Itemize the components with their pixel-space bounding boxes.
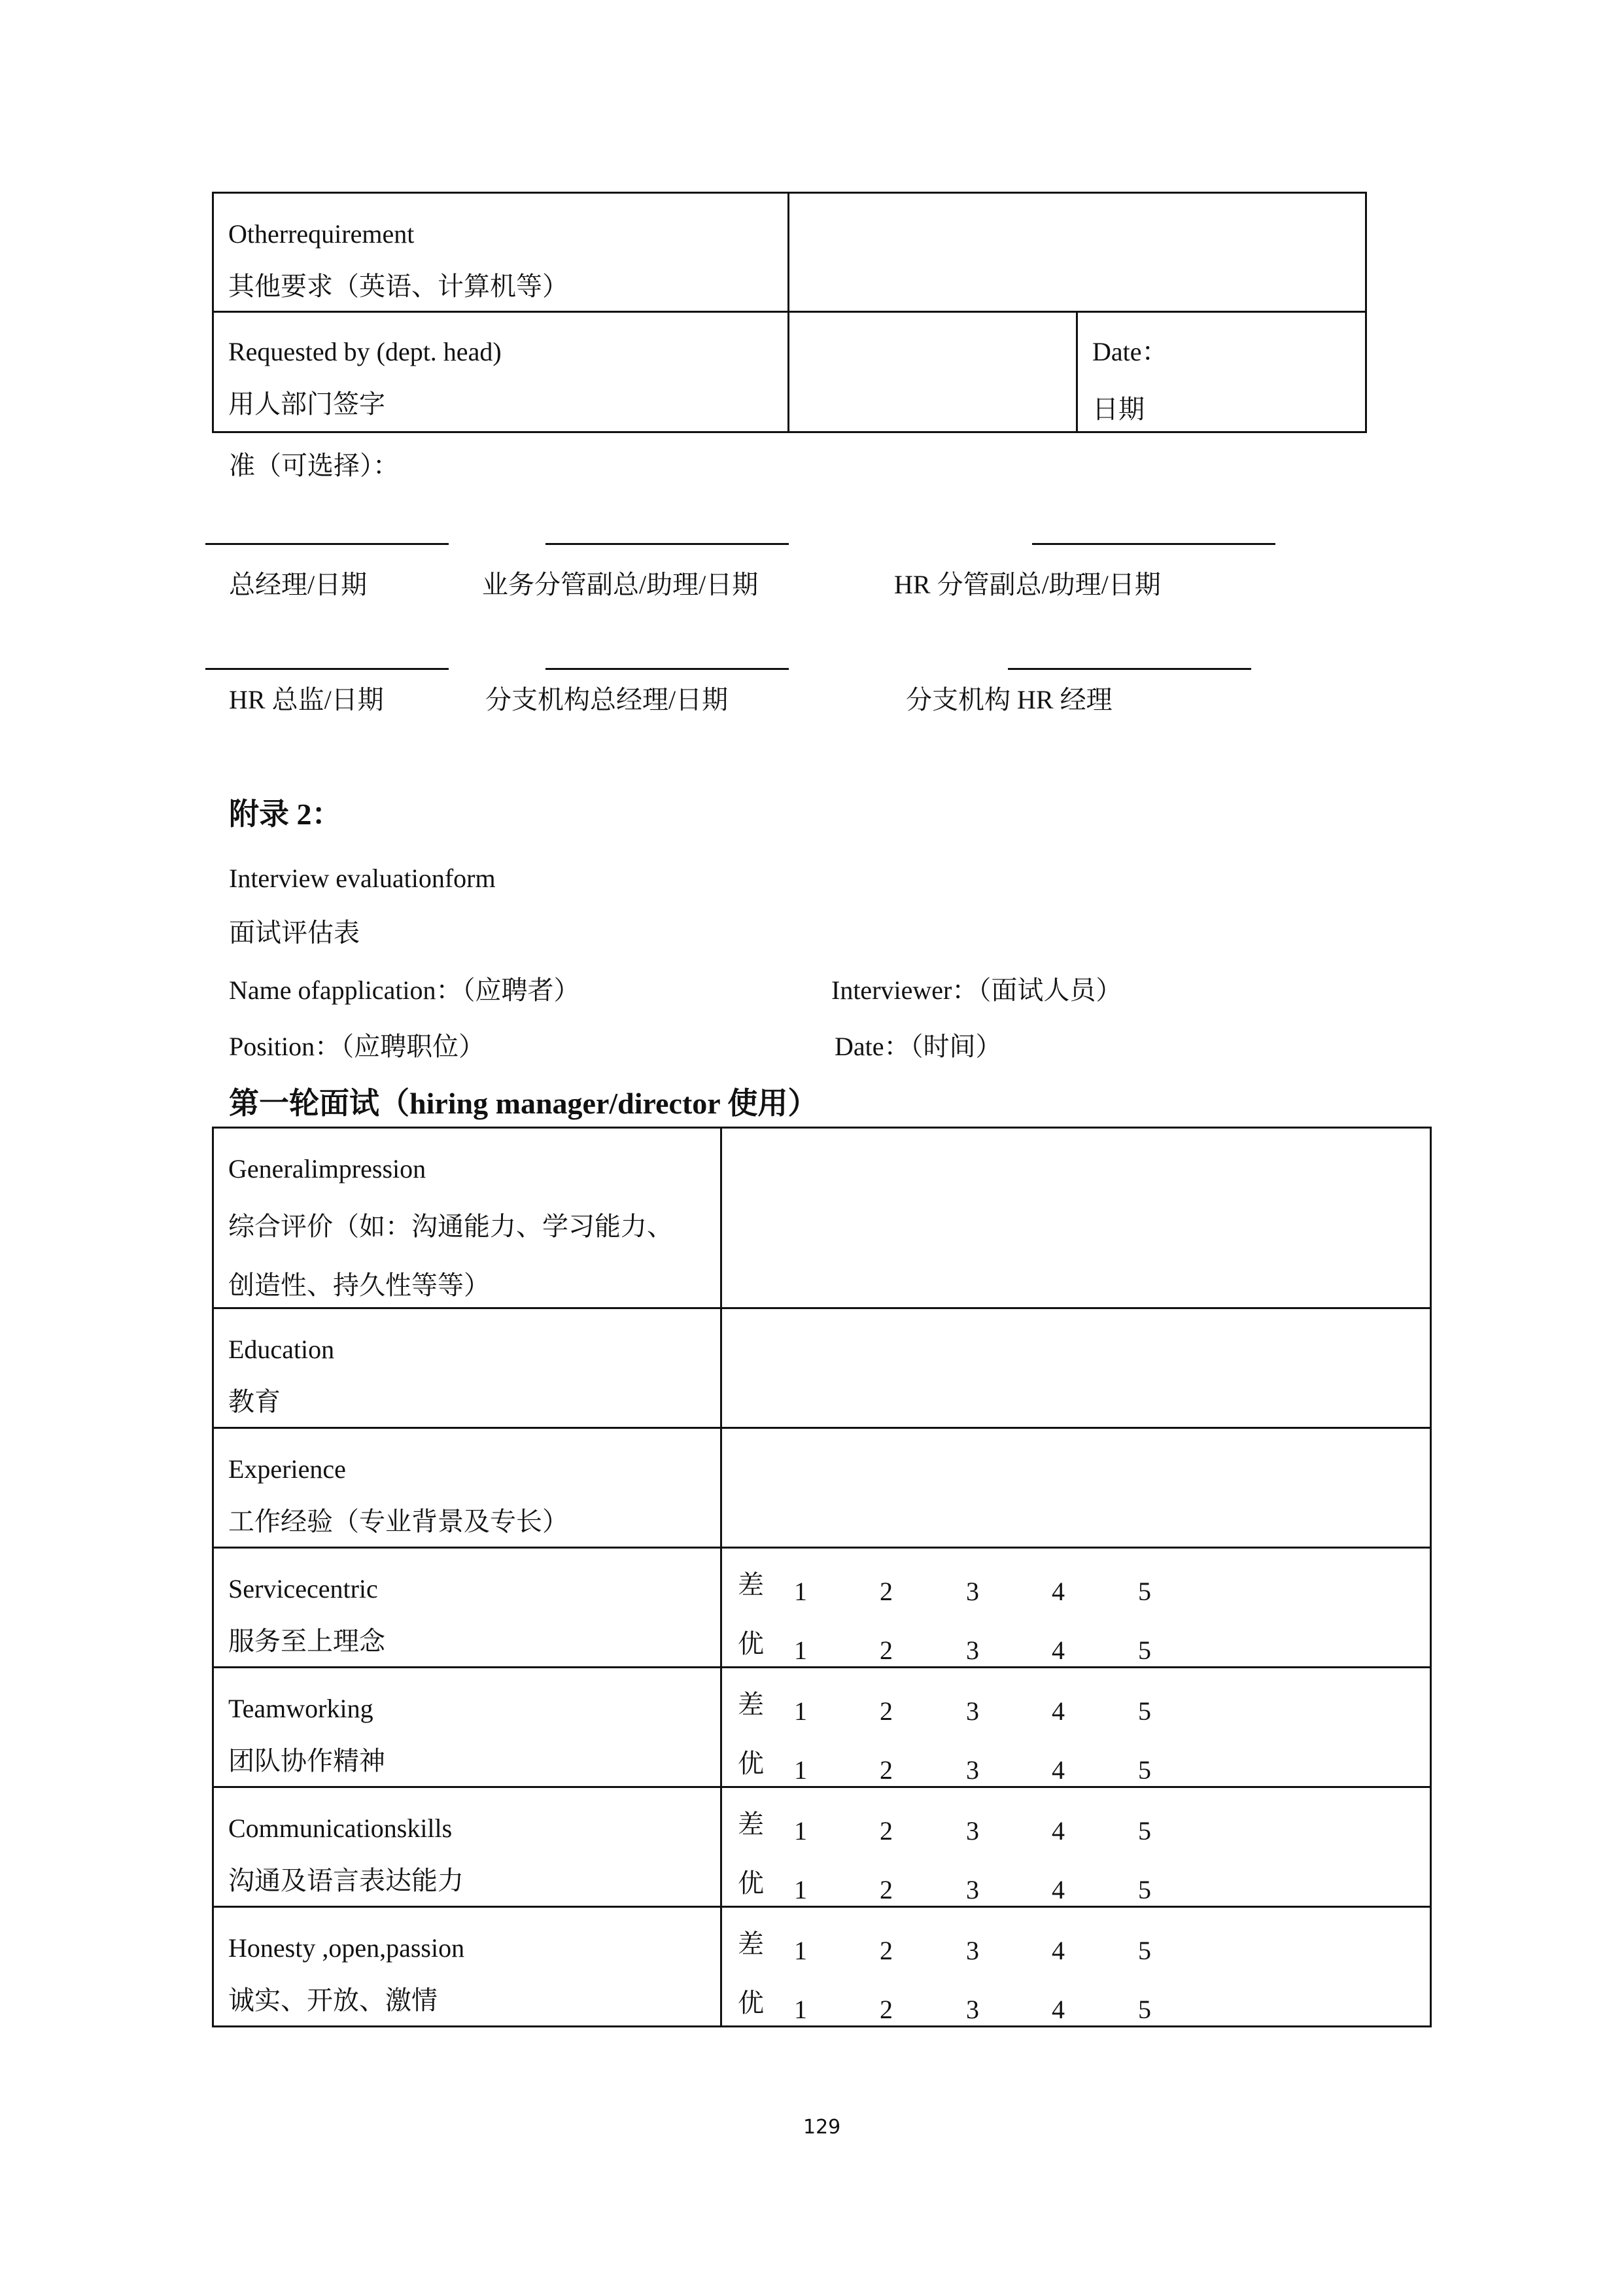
criterion-label-en: Servicecentric <box>228 1574 378 1603</box>
score-option-5[interactable]: 5 <box>1138 1816 1151 1846</box>
signature-label-branch-hr: 分支机构 HR 经理 <box>906 685 1113 714</box>
score-option-5[interactable]: 5 <box>1138 1696 1151 1726</box>
requested-by-label-cell <box>213 312 789 432</box>
evaluation-input-cell[interactable] <box>721 1128 1431 1308</box>
scale-excellent-label: 优 <box>738 1749 764 1778</box>
score-option-4[interactable]: 4 <box>1052 1636 1065 1665</box>
evaluation-input-cell[interactable] <box>721 1428 1431 1548</box>
score-option-5[interactable]: 5 <box>1138 1875 1151 1904</box>
criterion-label-en: Communicationskills <box>228 1813 453 1843</box>
table-row <box>213 1428 1431 1548</box>
scale-excellent-label: 优 <box>738 1868 764 1898</box>
form-title-zh: 面试评估表 <box>229 918 360 947</box>
other-requirement-label-en: Otherrequirement <box>228 219 415 249</box>
date-label-en: Date： <box>1092 337 1168 366</box>
other-requirement-label-cell <box>213 193 789 312</box>
signature-label-branch-gm: 分支机构总经理/日期 <box>485 685 729 714</box>
score-option-1[interactable]: 1 <box>794 1636 807 1665</box>
score-option-3[interactable]: 3 <box>966 1636 979 1665</box>
signature-label-hr-director: HR 总监/日期 <box>229 685 384 714</box>
table-row <box>213 1907 1431 2027</box>
criterion-cell <box>213 1787 721 1907</box>
score-option-4[interactable]: 4 <box>1052 1995 1065 2024</box>
signature-line-gm[interactable] <box>205 543 449 545</box>
criterion-cell <box>213 1428 721 1548</box>
criterion-label-zh: 工作经验（专业背景及专长） <box>228 1507 568 1536</box>
signature-label-business-vp: 业务分管副总/助理/日期 <box>482 570 759 599</box>
signature-label-gm: 总经理/日期 <box>229 570 368 599</box>
round-one-title: 第一轮面试（hiring manager/director 使用） <box>229 1087 818 1120</box>
criterion-label-zh: 教育 <box>228 1387 281 1416</box>
score-option-3[interactable]: 3 <box>966 1875 979 1904</box>
signature-line-business-vp[interactable] <box>545 543 789 545</box>
date-label-zh: 日期 <box>1092 394 1145 424</box>
criterion-label-zh: 沟通及语言表达能力 <box>228 1866 464 1895</box>
score-option-4[interactable]: 4 <box>1052 1755 1065 1785</box>
score-option-2[interactable]: 2 <box>880 1875 893 1904</box>
score-option-2[interactable]: 2 <box>880 1816 893 1846</box>
requested-by-signature-cell[interactable] <box>789 312 1077 432</box>
score-option-3[interactable]: 3 <box>966 1995 979 2024</box>
interview-date-label: Date：（时间） <box>835 1032 1002 1061</box>
requirement-table <box>212 192 1367 433</box>
criterion-label-zh: 诚实、开放、激情 <box>228 1986 438 2015</box>
criterion-cell <box>213 1668 721 1787</box>
scale-poor-label: 差 <box>738 1690 764 1719</box>
score-option-3[interactable]: 3 <box>966 1936 979 1965</box>
rating-scale-cell[interactable] <box>721 1668 1431 1787</box>
requested-by-label-en: Requested by (dept. head) <box>228 337 502 366</box>
criterion-cell <box>213 1548 721 1668</box>
interviewer-label: Interviewer：（面试人员） <box>831 975 1122 1005</box>
score-option-3[interactable]: 3 <box>966 1696 979 1726</box>
signature-line-branch-hr[interactable] <box>1008 668 1251 670</box>
criterion-cell <box>213 1308 721 1428</box>
score-option-1[interactable]: 1 <box>794 1936 807 1965</box>
score-option-1[interactable]: 1 <box>794 1816 807 1846</box>
evaluation-input-cell[interactable] <box>721 1308 1431 1428</box>
score-option-5[interactable]: 5 <box>1138 1755 1151 1785</box>
score-option-3[interactable]: 3 <box>966 1577 979 1606</box>
table-row <box>213 1787 1431 1907</box>
scale-poor-label: 差 <box>738 1810 764 1839</box>
score-option-1[interactable]: 1 <box>794 1995 807 2024</box>
score-option-2[interactable]: 2 <box>880 1696 893 1726</box>
rating-scale-cell[interactable] <box>721 1548 1431 1668</box>
requested-by-label-zh: 用人部门签字 <box>228 389 385 419</box>
scale-poor-label: 差 <box>738 1570 764 1600</box>
score-option-1[interactable]: 1 <box>794 1875 807 1904</box>
criterion-label-en: Education <box>228 1335 335 1364</box>
score-option-2[interactable]: 2 <box>880 1577 893 1606</box>
table-row <box>213 1548 1431 1668</box>
score-option-2[interactable]: 2 <box>880 1936 893 1965</box>
score-option-4[interactable]: 4 <box>1052 1696 1065 1726</box>
score-option-1[interactable]: 1 <box>794 1577 807 1606</box>
criterion-label-en: Generalimpression <box>228 1154 426 1183</box>
score-option-2[interactable]: 2 <box>880 1755 893 1785</box>
criterion-label-en: Teamworking <box>228 1694 373 1723</box>
score-option-5[interactable]: 5 <box>1138 1995 1151 2024</box>
other-requirement-label-zh: 其他要求（英语、计算机等） <box>228 272 568 301</box>
criterion-label-zh: 综合评价（如：沟通能力、学习能力、 <box>228 1212 673 1241</box>
signature-label-hr-vp: HR 分管副总/助理/日期 <box>894 570 1161 599</box>
criterion-cell <box>213 1907 721 2027</box>
criterion-label-zh: 服务至上理念 <box>228 1626 385 1656</box>
criterion-label-zh: 团队协作精神 <box>228 1746 385 1776</box>
form-title-en: Interview evaluationform <box>229 864 496 893</box>
scale-poor-label: 差 <box>738 1929 764 1959</box>
score-option-4[interactable]: 4 <box>1052 1816 1065 1846</box>
score-option-2[interactable]: 2 <box>880 1636 893 1665</box>
criterion-label-zh-cont: 创造性、持久性等等） <box>228 1270 490 1300</box>
criterion-label-en: Experience <box>228 1454 346 1484</box>
score-option-5[interactable]: 5 <box>1138 1577 1151 1606</box>
score-option-1[interactable]: 1 <box>794 1755 807 1785</box>
page-number: 129 <box>803 2116 841 2139</box>
signature-line-branch-gm[interactable] <box>545 668 789 670</box>
rating-scale-cell[interactable] <box>721 1787 1431 1907</box>
scale-excellent-label: 优 <box>738 1629 764 1658</box>
signature-line-hr-director[interactable] <box>205 668 449 670</box>
score-option-4[interactable]: 4 <box>1052 1577 1065 1606</box>
evaluation-table <box>212 1127 1432 2027</box>
other-requirement-value-cell[interactable] <box>789 193 1366 312</box>
score-option-4[interactable]: 4 <box>1052 1875 1065 1904</box>
score-option-3[interactable]: 3 <box>966 1755 979 1785</box>
criterion-cell <box>213 1128 721 1308</box>
score-option-1[interactable]: 1 <box>794 1696 807 1726</box>
position-label: Position：（应聘职位） <box>229 1032 485 1061</box>
scale-excellent-label: 优 <box>738 1988 764 2018</box>
table-row <box>213 1308 1431 1428</box>
signature-line-hr-vp[interactable] <box>1032 543 1275 545</box>
appendix-title: 附录 2： <box>229 797 342 831</box>
table-row <box>213 1128 1431 1308</box>
score-option-5[interactable]: 5 <box>1138 1636 1151 1665</box>
applicant-name-label: Name ofapplication：（应聘者） <box>229 975 580 1005</box>
score-option-2[interactable]: 2 <box>880 1995 893 2024</box>
approval-intro: 准（可选择）： <box>229 451 399 480</box>
score-option-3[interactable]: 3 <box>966 1816 979 1846</box>
score-option-5[interactable]: 5 <box>1138 1936 1151 1965</box>
criterion-label-en: Honesty ,open,passion <box>228 1933 465 1963</box>
date-cell[interactable] <box>1077 312 1366 432</box>
score-option-4[interactable]: 4 <box>1052 1936 1065 1965</box>
table-row <box>213 1668 1431 1787</box>
rating-scale-cell[interactable] <box>721 1907 1431 2027</box>
